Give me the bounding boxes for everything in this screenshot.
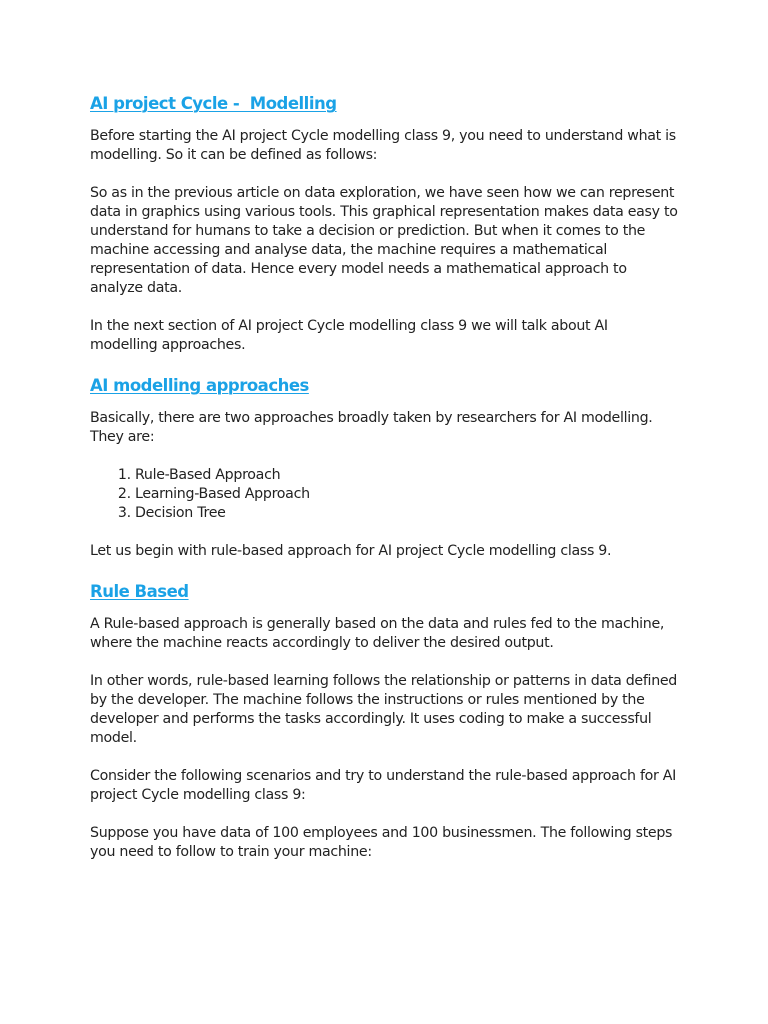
paragraph-rule-based-detail: In other words, rule-based learning follows the relationship or patterns in data defined by the developer. The machine follows the instructions or rules mentioned by the developer and performs the tasks accordingly. It uses coding to make a successful model. <box>90 673 678 746</box>
heading-modelling-approaches: AI modelling approaches <box>90 376 309 395</box>
paragraph-employees-example: Suppose you have data of 100 employees and 100 businessmen. The following steps you need to follow to train your machine: <box>90 825 673 860</box>
paragraph-begin-rule-based: Let us begin with rule-based approach for AI project Cycle modelling class 9. <box>90 543 612 559</box>
heading-modelling: AI project Cycle - Modelling <box>90 94 337 113</box>
paragraph-next-section: In the next section of AI project Cycle modelling class 9 we will talk about AI modelling approaches. <box>90 318 608 353</box>
paragraph-scenarios: Consider the following scenarios and try to understand the rule-based approach for AI project Cycle modelling class 9: <box>90 768 677 803</box>
approaches-list <box>90 466 678 523</box>
list-item: 2. Learning-Based Approach <box>135 485 678 504</box>
list-item: 1. Rule-Based Approach <box>135 466 678 485</box>
paragraph-data-exploration: So as in the previous article on data exploration, we have seen how we can represent data in graphics using various tools. This graphical representation makes data easy to understand for humans to take a decision or prediction. But when it comes to the machine accessing and analyse data, the machine requires a mathematical representation of data. Hence every model needs a mathematical approach to analyze data. <box>90 185 678 296</box>
list-item: 3. Decision Tree <box>135 504 678 523</box>
paragraph-rule-based-definition: A Rule-based approach is generally based on the data and rules fed to the machine, where the machine reacts accordingly to deliver the desired output. <box>90 616 665 651</box>
heading-rule-based: Rule Based <box>90 582 189 601</box>
paragraph-approaches-intro: Basically, there are two approaches broadly taken by researchers for AI modelling. They are: <box>90 410 653 445</box>
paragraph-intro: Before starting the AI project Cycle modelling class 9, you need to understand what is modelling. So it can be defined as follows: <box>90 128 676 163</box>
